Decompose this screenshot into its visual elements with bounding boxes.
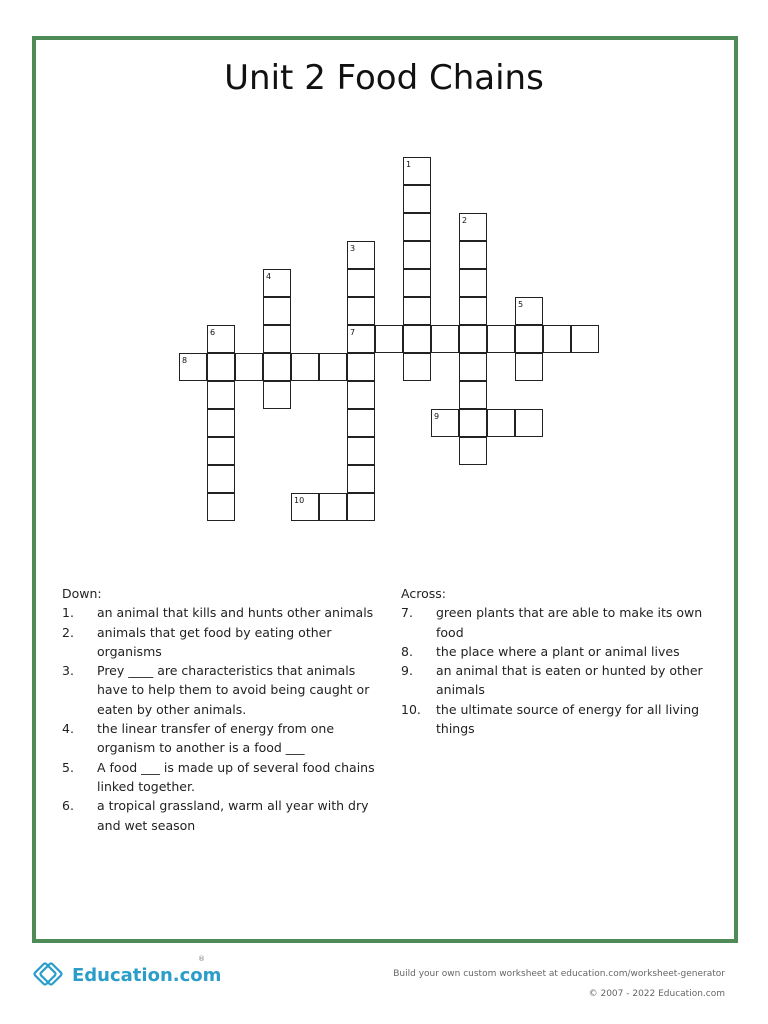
crossword-cell[interactable] (319, 493, 347, 521)
cell-number: 5 (518, 300, 524, 309)
crossword-cell[interactable] (347, 465, 375, 493)
crossword-cell[interactable] (403, 297, 431, 325)
page-title: Unit 2 Food Chains (224, 58, 544, 98)
clue-number: 3. (62, 663, 74, 679)
crossword-cell[interactable] (347, 297, 375, 325)
crossword-cell[interactable] (403, 213, 431, 241)
crossword-cell[interactable] (431, 409, 459, 437)
crossword-cell[interactable] (459, 325, 487, 353)
crossword-cell[interactable] (459, 437, 487, 465)
down-clue (62, 603, 382, 622)
crossword-cell[interactable] (207, 381, 235, 409)
crossword-cell[interactable] (459, 381, 487, 409)
crossword-cell[interactable] (487, 325, 515, 353)
clue-text: the linear transfer of energy from one organism to another is a food ___ (97, 721, 335, 756)
crossword-cell[interactable] (207, 493, 235, 521)
crossword-cell[interactable] (347, 325, 375, 353)
cell-number: 7 (350, 328, 356, 337)
crossword-cell[interactable] (347, 381, 375, 409)
clue-number: 8. (401, 643, 413, 659)
down-clues (62, 584, 382, 835)
clue-text: an animal that kills and hunts other animals (97, 605, 374, 621)
crossword-cell[interactable] (319, 353, 347, 381)
crossword-cell[interactable] (207, 465, 235, 493)
cell-number: 1 (406, 160, 412, 169)
crossword-cell[interactable] (207, 409, 235, 437)
crossword-cell[interactable] (459, 241, 487, 269)
cell-number: 8 (182, 356, 188, 365)
crossword-cell[interactable] (263, 353, 291, 381)
clue-number: 4. (62, 721, 74, 737)
crossword-cell[interactable] (347, 493, 375, 521)
crossword-cell[interactable] (403, 269, 431, 297)
clue-number: 2. (62, 624, 74, 640)
crossword-cell[interactable] (459, 297, 487, 325)
education-logo[interactable] (32, 958, 221, 992)
clue-number: 6. (62, 798, 74, 814)
crossword-cell[interactable] (403, 185, 431, 213)
down-clue (62, 661, 382, 719)
crossword-cell[interactable] (291, 353, 319, 381)
crossword-cell[interactable] (375, 325, 403, 353)
clue-number: 7. (401, 605, 413, 621)
crossword-cell[interactable] (207, 437, 235, 465)
across-clue (401, 603, 721, 642)
clue-text: the place where a plant or animal lives (436, 643, 680, 659)
across-heading: Across: (401, 586, 446, 601)
crossword-cell[interactable] (515, 297, 543, 325)
crossword-cell[interactable] (571, 325, 599, 353)
clue-text: an animal that is eaten or hunted by other animals (436, 663, 703, 698)
crossword-cell[interactable] (347, 409, 375, 437)
down-clue (62, 623, 382, 662)
cell-number: 6 (210, 328, 216, 337)
crossword-cell[interactable] (403, 157, 431, 185)
crossword-cell[interactable] (263, 381, 291, 409)
crossword-cell[interactable] (235, 353, 263, 381)
registered-mark: ® (198, 955, 205, 963)
crossword-cell[interactable] (487, 409, 515, 437)
down-clue (62, 719, 382, 758)
clue-number: 10. (401, 701, 421, 717)
crossword-cell[interactable] (263, 269, 291, 297)
crossword-cell[interactable] (347, 241, 375, 269)
crossword-cell[interactable] (263, 325, 291, 353)
across-clues (401, 584, 721, 738)
clue-number: 9. (401, 663, 413, 679)
crossword-cell[interactable] (459, 213, 487, 241)
clue-text: green plants that are able to make its own food (436, 605, 703, 640)
clue-number: 5. (62, 759, 74, 775)
cell-number: 2 (462, 216, 468, 225)
crossword-cell[interactable] (179, 353, 207, 381)
clue-text: Prey ____ are characteristics that animals have to help them to avoid being caught or eaten by other animals. (97, 663, 370, 717)
crossword-cell[interactable] (403, 353, 431, 381)
down-clue (62, 796, 382, 835)
crossword-cell[interactable] (515, 325, 543, 353)
brand-name: Education.com (72, 964, 222, 986)
crossword-cell[interactable] (459, 409, 487, 437)
education-logo-icon (32, 958, 66, 992)
crossword-cell[interactable] (347, 353, 375, 381)
footer-build-link[interactable]: Build your own custom worksheet at education.com/worksheet-generator (393, 969, 725, 979)
clue-number: 1. (62, 605, 74, 621)
crossword-cell[interactable] (403, 241, 431, 269)
clue-text: animals that get food by eating other organisms (97, 624, 332, 659)
cell-number: 10 (294, 496, 305, 505)
cell-number: 3 (350, 244, 356, 253)
clue-text: a tropical grassland, warm all year with dry and wet season (97, 798, 369, 833)
crossword-cell[interactable] (263, 297, 291, 325)
crossword-cell[interactable] (515, 353, 543, 381)
cell-number: 4 (266, 272, 272, 281)
across-clue (401, 661, 721, 700)
across-clue (401, 700, 721, 739)
down-clue (62, 758, 382, 797)
crossword-cell[interactable] (431, 325, 459, 353)
cell-number: 9 (434, 412, 440, 421)
crossword-cell[interactable] (459, 353, 487, 381)
down-heading: Down: (62, 586, 102, 601)
footer-copyright: © 2007 - 2022 Education.com (588, 989, 725, 999)
crossword-cell[interactable] (347, 437, 375, 465)
crossword-cell[interactable] (515, 409, 543, 437)
crossword-cell[interactable] (207, 325, 235, 353)
clue-text: A food ___ is made up of several food chains linked together. (97, 759, 375, 794)
crossword-cell[interactable] (207, 353, 235, 381)
clue-text: the ultimate source of energy for all living things (436, 701, 700, 737)
crossword-cell[interactable] (347, 269, 375, 297)
across-clue (401, 642, 721, 661)
crossword-cell[interactable] (459, 269, 487, 297)
crossword-cell[interactable] (543, 325, 571, 353)
crossword-cell[interactable] (291, 493, 319, 521)
crossword-cell[interactable] (403, 325, 431, 353)
